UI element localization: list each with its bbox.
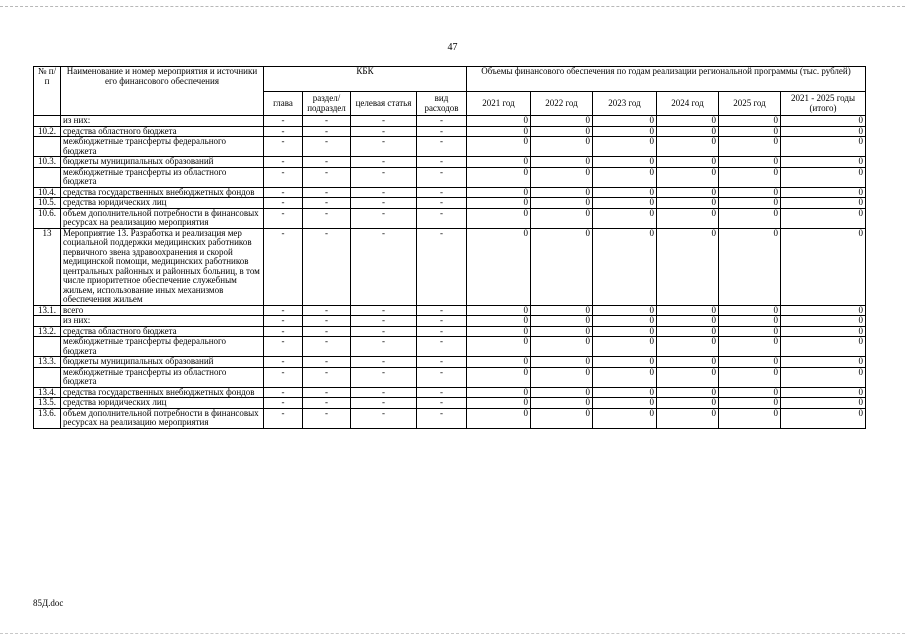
row-value-cell: 0: [719, 157, 781, 168]
table-row: [34, 387, 866, 398]
row-number: [34, 167, 61, 187]
row-value-cell: 0: [657, 387, 719, 398]
row-kbk-cell: -: [264, 187, 303, 198]
row-kbk-cell: -: [351, 398, 417, 409]
footer-filename: 85Д.doc: [33, 598, 64, 608]
row-kbk-cell: -: [303, 305, 351, 316]
row-name: средства государственных внебюджетных фондов: [61, 387, 264, 398]
row-value-cell: 0: [719, 326, 781, 337]
row-value-cell: 0: [781, 198, 866, 209]
header-year-col: 2025 год: [719, 92, 781, 116]
row-kbk-cell: -: [351, 187, 417, 198]
row-kbk-cell: -: [417, 316, 467, 327]
row-kbk-cell: -: [264, 398, 303, 409]
table-row: [34, 187, 866, 198]
row-kbk-cell: -: [417, 198, 467, 209]
scan-border-bottom: [0, 633, 905, 634]
row-value-cell: 0: [531, 187, 593, 198]
row-value-cell: 0: [781, 116, 866, 127]
row-value-cell: 0: [719, 305, 781, 316]
row-number: 13.1.: [34, 305, 61, 316]
row-kbk-cell: -: [303, 387, 351, 398]
scan-border-top: [0, 6, 905, 7]
row-kbk-cell: -: [264, 408, 303, 428]
row-name: Мероприятие 13. Разработка и реализация мер социальной поддержки медицинских работников первичного звена здравоохранения и скорой медицинской помощи, медицинских работников центральных районных и районных больниц, в том числе приоритетное обеспечение служебным жильем, использование иных механизмов обеспечения жильем: [61, 228, 264, 305]
row-number: 13.5.: [34, 398, 61, 409]
table-row: [34, 157, 866, 168]
row-kbk-cell: -: [417, 326, 467, 337]
row-value-cell: 0: [657, 316, 719, 327]
row-number: 10.5.: [34, 198, 61, 209]
row-value-cell: 0: [593, 357, 657, 368]
row-number: [34, 337, 61, 357]
row-value-cell: 0: [719, 208, 781, 228]
row-value-cell: 0: [657, 326, 719, 337]
header-year-col: 2022 год: [531, 92, 593, 116]
row-name: средства областного бюджета: [61, 126, 264, 137]
row-value-cell: 0: [467, 187, 531, 198]
row-name: межбюджетные трансферты из областного бюджета: [61, 167, 264, 187]
row-value-cell: 0: [719, 116, 781, 127]
row-kbk-cell: -: [351, 326, 417, 337]
row-value-cell: 0: [467, 198, 531, 209]
row-value-cell: 0: [719, 198, 781, 209]
row-value-cell: 0: [657, 357, 719, 368]
row-value-cell: 0: [531, 305, 593, 316]
row-value-cell: 0: [593, 137, 657, 157]
row-value-cell: 0: [467, 367, 531, 387]
row-kbk-cell: -: [303, 137, 351, 157]
row-value-cell: 0: [657, 126, 719, 137]
row-value-cell: 0: [719, 408, 781, 428]
row-value-cell: 0: [781, 305, 866, 316]
row-value-cell: 0: [593, 198, 657, 209]
table-row: [34, 367, 866, 387]
table-row: [34, 337, 866, 357]
header-kbk: КБК: [264, 67, 467, 92]
row-kbk-cell: -: [264, 316, 303, 327]
row-value-cell: 0: [593, 367, 657, 387]
row-value-cell: 0: [781, 357, 866, 368]
row-kbk-cell: -: [351, 198, 417, 209]
row-value-cell: 0: [781, 326, 866, 337]
row-value-cell: 0: [593, 316, 657, 327]
row-kbk-cell: -: [417, 126, 467, 137]
row-name: средства областного бюджета: [61, 326, 264, 337]
row-kbk-cell: -: [303, 157, 351, 168]
row-kbk-cell: -: [417, 187, 467, 198]
row-value-cell: 0: [657, 337, 719, 357]
row-name: средства юридических лиц: [61, 398, 264, 409]
row-kbk-cell: -: [351, 157, 417, 168]
row-kbk-cell: -: [351, 337, 417, 357]
row-value-cell: 0: [531, 316, 593, 327]
row-kbk-cell: -: [417, 357, 467, 368]
row-value-cell: 0: [531, 357, 593, 368]
row-name: объем дополнительной потребности в финансовых ресурсах на реализацию мероприятия: [61, 208, 264, 228]
row-value-cell: 0: [719, 167, 781, 187]
row-value-cell: 0: [719, 187, 781, 198]
row-kbk-cell: -: [351, 116, 417, 127]
row-kbk-cell: -: [264, 167, 303, 187]
row-kbk-cell: -: [264, 387, 303, 398]
header-year-col: 2023 год: [593, 92, 657, 116]
row-value-cell: 0: [657, 157, 719, 168]
row-value-cell: 0: [657, 198, 719, 209]
row-number: 10.3.: [34, 157, 61, 168]
table-row: [34, 316, 866, 327]
row-kbk-cell: -: [264, 126, 303, 137]
row-value-cell: 0: [593, 187, 657, 198]
row-value-cell: 0: [719, 316, 781, 327]
row-kbk-cell: -: [303, 398, 351, 409]
row-kbk-cell: -: [417, 167, 467, 187]
row-number: 13.4.: [34, 387, 61, 398]
row-kbk-cell: -: [264, 367, 303, 387]
row-kbk-cell: -: [351, 208, 417, 228]
header-kbk-col: вид расходов: [417, 92, 467, 116]
row-kbk-cell: -: [264, 208, 303, 228]
row-kbk-cell: -: [303, 187, 351, 198]
row-kbk-cell: -: [417, 337, 467, 357]
row-value-cell: 0: [719, 126, 781, 137]
row-value-cell: 0: [593, 157, 657, 168]
row-value-cell: 0: [657, 187, 719, 198]
row-kbk-cell: -: [264, 326, 303, 337]
row-kbk-cell: -: [417, 398, 467, 409]
row-number: 10.4.: [34, 187, 61, 198]
table-row: [34, 408, 866, 428]
row-kbk-cell: -: [264, 305, 303, 316]
row-name: из них:: [61, 316, 264, 327]
table-row: [34, 228, 866, 305]
row-kbk-cell: -: [264, 116, 303, 127]
row-kbk-cell: -: [417, 208, 467, 228]
table-header: [34, 67, 866, 116]
row-value-cell: 0: [531, 228, 593, 305]
row-value-cell: 0: [781, 187, 866, 198]
row-value-cell: 0: [531, 198, 593, 209]
row-number: [34, 116, 61, 127]
row-kbk-cell: -: [417, 116, 467, 127]
row-value-cell: 0: [781, 337, 866, 357]
row-value-cell: 0: [593, 337, 657, 357]
row-value-cell: 0: [467, 167, 531, 187]
row-value-cell: 0: [657, 228, 719, 305]
row-value-cell: 0: [781, 367, 866, 387]
row-number: [34, 367, 61, 387]
row-name: межбюджетные трансферты федерального бюджета: [61, 337, 264, 357]
row-number: [34, 137, 61, 157]
row-number: 13.2.: [34, 326, 61, 337]
row-number: 13: [34, 228, 61, 305]
row-value-cell: 0: [657, 167, 719, 187]
row-value-cell: 0: [467, 408, 531, 428]
row-kbk-cell: -: [264, 357, 303, 368]
table-row: [34, 167, 866, 187]
row-value-cell: 0: [467, 316, 531, 327]
header-kbk-col: целевая статья: [351, 92, 417, 116]
row-kbk-cell: -: [351, 305, 417, 316]
row-kbk-cell: -: [351, 167, 417, 187]
row-name: межбюджетные трансферты федерального бюджета: [61, 137, 264, 157]
header-funding: Объемы финансового обеспечения по годам реализации региональной программы (тыс. рублей): [467, 67, 866, 92]
row-value-cell: 0: [593, 228, 657, 305]
row-kbk-cell: -: [264, 228, 303, 305]
row-kbk-cell: -: [303, 357, 351, 368]
row-number: 10.2.: [34, 126, 61, 137]
row-value-cell: 0: [531, 387, 593, 398]
row-value-cell: 0: [531, 208, 593, 228]
row-value-cell: 0: [719, 387, 781, 398]
row-number: 10.6.: [34, 208, 61, 228]
row-kbk-cell: -: [303, 167, 351, 187]
row-kbk-cell: -: [303, 198, 351, 209]
row-value-cell: 0: [781, 157, 866, 168]
row-value-cell: 0: [781, 398, 866, 409]
table-row: [34, 398, 866, 409]
row-kbk-cell: -: [351, 137, 417, 157]
row-kbk-cell: -: [264, 157, 303, 168]
row-value-cell: 0: [781, 126, 866, 137]
row-name: из них:: [61, 116, 264, 127]
row-value-cell: 0: [657, 367, 719, 387]
row-value-cell: 0: [531, 326, 593, 337]
row-value-cell: 0: [781, 387, 866, 398]
row-value-cell: 0: [467, 116, 531, 127]
header-num: № п/п: [34, 67, 61, 116]
row-value-cell: 0: [467, 208, 531, 228]
row-kbk-cell: -: [264, 198, 303, 209]
table-row: [34, 116, 866, 127]
row-value-cell: 0: [467, 326, 531, 337]
header-year-col: 2024 год: [657, 92, 719, 116]
table-row: [34, 357, 866, 368]
row-kbk-cell: -: [264, 337, 303, 357]
row-value-cell: 0: [531, 126, 593, 137]
row-value-cell: 0: [593, 208, 657, 228]
header-year-col: 2021 год: [467, 92, 531, 116]
page-number: 47: [447, 42, 458, 53]
row-value-cell: 0: [593, 305, 657, 316]
row-value-cell: 0: [467, 398, 531, 409]
row-value-cell: 0: [719, 357, 781, 368]
header-kbk-col: раздел/ подраздел: [303, 92, 351, 116]
row-name: средства государственных внебюджетных фондов: [61, 187, 264, 198]
row-value-cell: 0: [593, 167, 657, 187]
table-row: [34, 326, 866, 337]
row-name: бюджеты муниципальных образований: [61, 357, 264, 368]
row-name: межбюджетные трансферты из областного бюджета: [61, 367, 264, 387]
row-name: средства юридических лиц: [61, 198, 264, 209]
row-value-cell: 0: [719, 367, 781, 387]
row-name: объем дополнительной потребности в финансовых ресурсах на реализацию мероприятия: [61, 408, 264, 428]
row-kbk-cell: -: [351, 387, 417, 398]
row-kbk-cell: -: [351, 367, 417, 387]
row-value-cell: 0: [593, 398, 657, 409]
row-value-cell: 0: [781, 208, 866, 228]
row-value-cell: 0: [531, 157, 593, 168]
row-kbk-cell: -: [303, 208, 351, 228]
row-value-cell: 0: [781, 408, 866, 428]
row-value-cell: 0: [593, 387, 657, 398]
row-kbk-cell: -: [303, 408, 351, 428]
row-value-cell: 0: [531, 367, 593, 387]
funding-table: [33, 66, 866, 429]
row-kbk-cell: -: [264, 137, 303, 157]
table-row: [34, 208, 866, 228]
row-kbk-cell: -: [417, 408, 467, 428]
row-value-cell: 0: [593, 126, 657, 137]
row-kbk-cell: -: [417, 367, 467, 387]
row-kbk-cell: -: [417, 387, 467, 398]
table-body: [34, 116, 866, 429]
row-kbk-cell: -: [351, 228, 417, 305]
row-value-cell: 0: [781, 316, 866, 327]
row-value-cell: 0: [467, 137, 531, 157]
header-kbk-col: глава: [264, 92, 303, 116]
row-number: 13.3.: [34, 357, 61, 368]
row-value-cell: 0: [467, 228, 531, 305]
header-name: Наименование и номер мероприятия и источники его финансового обеспечения: [61, 67, 264, 116]
row-kbk-cell: -: [303, 126, 351, 137]
row-value-cell: 0: [467, 387, 531, 398]
row-value-cell: 0: [467, 357, 531, 368]
row-value-cell: 0: [593, 116, 657, 127]
row-kbk-cell: -: [303, 337, 351, 357]
row-value-cell: 0: [531, 167, 593, 187]
row-value-cell: 0: [657, 137, 719, 157]
row-value-cell: 0: [467, 305, 531, 316]
row-kbk-cell: -: [351, 408, 417, 428]
row-value-cell: 0: [781, 167, 866, 187]
row-value-cell: 0: [531, 116, 593, 127]
row-value-cell: 0: [467, 157, 531, 168]
table-row: [34, 198, 866, 209]
row-value-cell: 0: [657, 398, 719, 409]
row-value-cell: 0: [531, 337, 593, 357]
row-kbk-cell: -: [351, 126, 417, 137]
row-kbk-cell: -: [303, 316, 351, 327]
header-year-col: 2021 - 2025 годы (итого): [781, 92, 866, 116]
row-value-cell: 0: [467, 337, 531, 357]
row-kbk-cell: -: [303, 116, 351, 127]
table-row: [34, 126, 866, 137]
row-kbk-cell: -: [303, 326, 351, 337]
row-value-cell: 0: [719, 398, 781, 409]
row-value-cell: 0: [657, 408, 719, 428]
table-row: [34, 305, 866, 316]
row-kbk-cell: -: [417, 137, 467, 157]
row-value-cell: 0: [719, 228, 781, 305]
row-kbk-cell: -: [351, 316, 417, 327]
row-kbk-cell: -: [303, 228, 351, 305]
row-value-cell: 0: [657, 116, 719, 127]
row-kbk-cell: -: [417, 228, 467, 305]
row-value-cell: 0: [531, 408, 593, 428]
row-kbk-cell: -: [303, 367, 351, 387]
row-number: [34, 316, 61, 327]
row-value-cell: 0: [657, 208, 719, 228]
row-value-cell: 0: [593, 326, 657, 337]
row-value-cell: 0: [531, 398, 593, 409]
row-value-cell: 0: [467, 126, 531, 137]
row-name: всего: [61, 305, 264, 316]
row-value-cell: 0: [781, 137, 866, 157]
row-value-cell: 0: [657, 305, 719, 316]
row-value-cell: 0: [719, 137, 781, 157]
row-kbk-cell: -: [351, 357, 417, 368]
row-kbk-cell: -: [417, 305, 467, 316]
table-row: [34, 137, 866, 157]
row-value-cell: 0: [719, 337, 781, 357]
row-value-cell: 0: [531, 137, 593, 157]
row-name: бюджеты муниципальных образований: [61, 157, 264, 168]
row-value-cell: 0: [781, 228, 866, 305]
row-number: 13.6.: [34, 408, 61, 428]
row-value-cell: 0: [593, 408, 657, 428]
row-kbk-cell: -: [417, 157, 467, 168]
